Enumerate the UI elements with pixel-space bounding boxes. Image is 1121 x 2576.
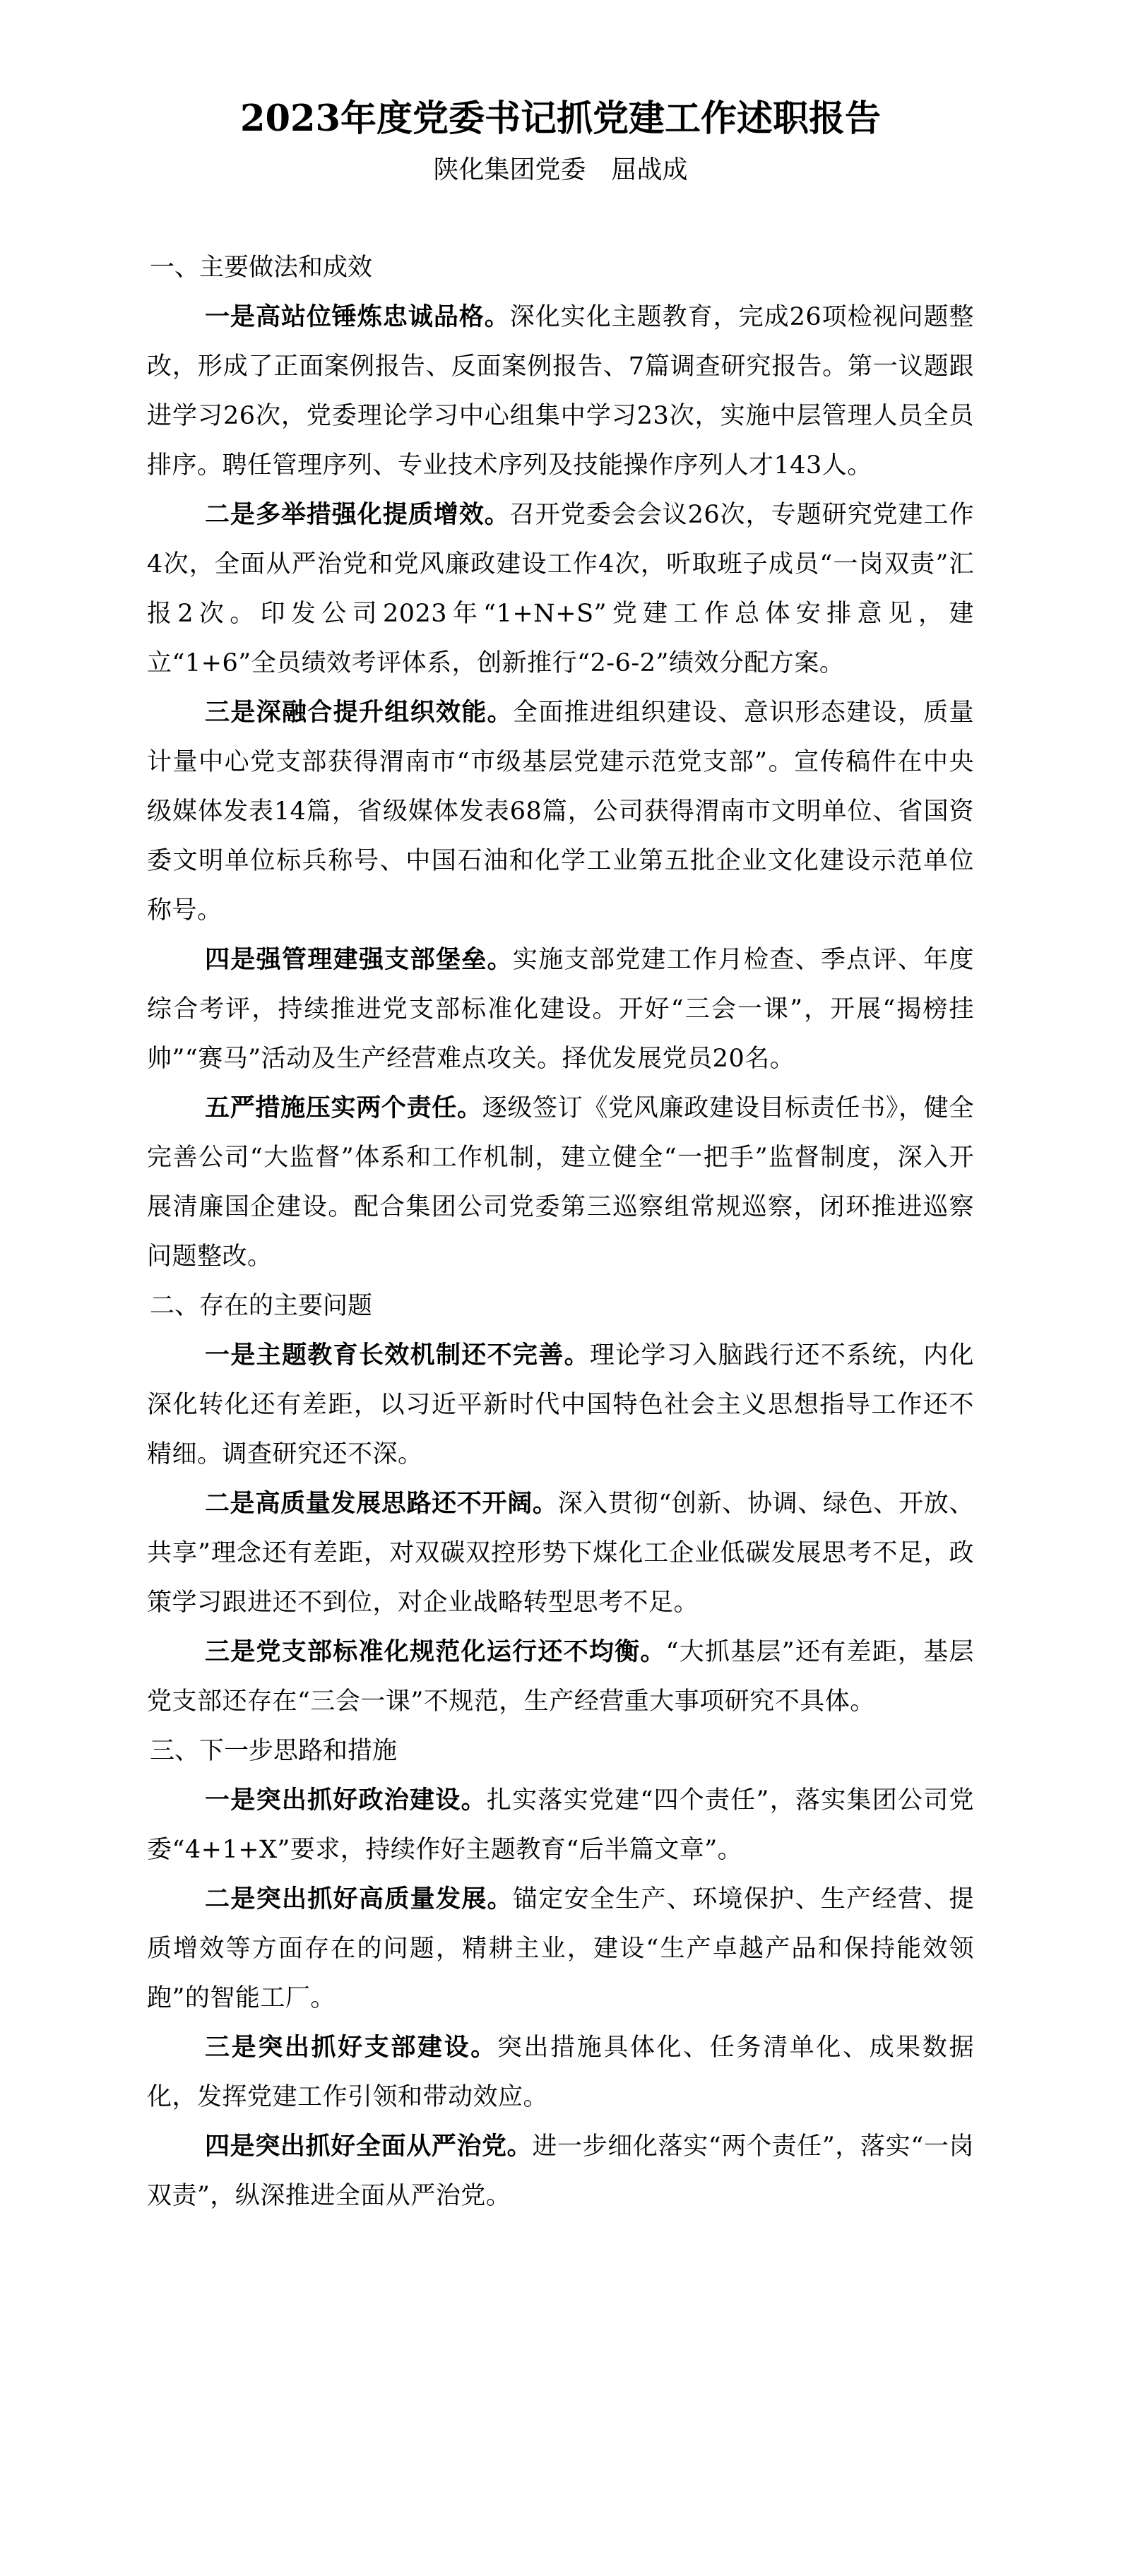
paragraph-lead: 二是高质量发展思路还不开阔。 bbox=[205, 1489, 558, 1518]
paragraph-body: 锚定安全生产、环境保护、生产经营、提质增效等方面存在的问题，精耕主业，建设“生产卓越产品和保持能效领跑”的智能工厂。 bbox=[147, 1885, 974, 2012]
report-section bbox=[147, 1726, 974, 2221]
paragraph-lead: 五严措施压实两个责任。 bbox=[205, 1093, 482, 1122]
section-paragraph bbox=[147, 1479, 974, 1627]
paragraph-body: 全面推进组织建设、意识形态建设，质量计量中心党支部获得渭南市“市级基层党建示范党支部”。宣传稿件在中央级媒体发表14篇，省级媒体发表68篇，公司获得渭南市文明单位、省国资委文明单位标兵称号、中国石油和化学工业第五批企业文化建设示范单位称号。 bbox=[147, 699, 974, 925]
document-author: 陕化集团党委 屈战成 bbox=[433, 155, 688, 184]
paragraph-body: 进一步细化落实“两个责任”，落实“一岗双责”，纵深推进全面从严治党。 bbox=[147, 2132, 974, 2210]
section-paragraph bbox=[147, 1875, 974, 2023]
paragraph-body: 突出措施具体化、任务清单化、成果数据化，发挥党建工作引领和带动效应。 bbox=[147, 2034, 974, 2111]
section-paragraph bbox=[147, 1331, 974, 1479]
report-section bbox=[147, 1281, 974, 1726]
paragraph-lead: 三是突出抓好支部建设。 bbox=[205, 2033, 497, 2062]
section-paragraph bbox=[147, 292, 974, 490]
report-section bbox=[147, 243, 974, 1281]
section-heading: 二、存在的主要问题 bbox=[150, 1292, 373, 1320]
section-heading: 三、下一步思路和措施 bbox=[150, 1737, 398, 1765]
paragraph-lead: 一是主题教育长效机制还不完善。 bbox=[205, 1341, 590, 1370]
paragraph-body: 扎实落实党建“四个责任”，落实集团公司党委“4+1+X”要求，持续作好主题教育“后半篇文章”。 bbox=[147, 1786, 974, 1864]
paragraph-body: “大抓基层”还有差距，基层党支部还存在“三会一课”不规范，生产经营重大事项研究不具体。 bbox=[147, 1638, 974, 1716]
section-paragraph bbox=[147, 688, 974, 935]
paragraph-lead: 四是强管理建强支部堡垒。 bbox=[205, 945, 513, 974]
paragraph-lead: 三是党支部标准化规范化运行还不均衡。 bbox=[205, 1637, 666, 1666]
section-paragraph bbox=[147, 935, 974, 1084]
report-body bbox=[147, 243, 974, 2221]
section-heading: 一、主要做法和成效 bbox=[150, 254, 373, 282]
paragraph-body: 理论学习入脑践行还不系统，内化深化转化还有差距，以习近平新时代中国特色社会主义思想指导工作还不精细。调查研究还不深。 bbox=[147, 1341, 974, 1468]
paragraph-body: 逐级签订《党风廉政建设目标责任书》，健全完善公司“大监督”体系和工作机制，建立健全“一把手”监督制度，深入开展清廉国企建设。配合集团公司党委第三巡察组常规巡察，闭环推进巡察问题整改。 bbox=[147, 1094, 974, 1271]
paragraph-body: 深化实化主题教育，完成26项检视问题整改，形成了正面案例报告、反面案例报告、7篇调查研究报告。第一议题跟进学习26次，党委理论学习中心组集中学习23次，实施中层管理人员全员排序。聘任管理序列、专业技术序列及技能操作序列人才143人。 bbox=[147, 303, 974, 480]
section-paragraph bbox=[147, 2023, 974, 2122]
section-paragraph bbox=[147, 1084, 974, 1281]
paragraph-body: 召开党委会会议26次，专题研究党建工作4次，全面从严治党和党风廉政建设工作4次，听取班子成员“一岗双责”汇报2次。印发公司2023年“1+N+S”党建工作总体安排意见，建立“1+6”全员绩效考评体系，创新推行“2-6-2”绩效分配方案。 bbox=[147, 501, 974, 677]
section-paragraph bbox=[147, 490, 974, 688]
section-paragraph bbox=[147, 1776, 974, 1875]
paragraph-body: 深入贯彻“创新、协调、绿色、开放、共享”理念还有差距，对双碳双控形势下煤化工企业低碳发展思考不足，政策学习跟进还不到位，对企业战略转型思考不足。 bbox=[147, 1490, 974, 1617]
document-title: 2023年度党委书记抓党建工作述职报告 bbox=[240, 97, 881, 140]
paragraph-lead: 二是多举措强化提质增效。 bbox=[205, 500, 510, 529]
section-paragraph bbox=[147, 1627, 974, 1726]
paragraph-lead: 四是突出抓好全面从严治党。 bbox=[205, 2132, 533, 2161]
paragraph-lead: 一是突出抓好政治建设。 bbox=[205, 1786, 487, 1815]
paragraph-lead: 二是突出抓好高质量发展。 bbox=[205, 1884, 513, 1913]
paragraph-lead: 三是深融合提升组织效能。 bbox=[205, 698, 513, 727]
paragraph-body: 实施支部党建工作月检查、季点评、年度综合考评，持续推进党支部标准化建设。开好“三会一课”，开展“揭榜挂帅”“赛马”活动及生产经营难点攻关。择优发展党员20名。 bbox=[147, 946, 974, 1073]
section-paragraph bbox=[147, 2122, 974, 2221]
paragraph-lead: 一是高站位锤炼忠诚品格。 bbox=[205, 302, 510, 331]
